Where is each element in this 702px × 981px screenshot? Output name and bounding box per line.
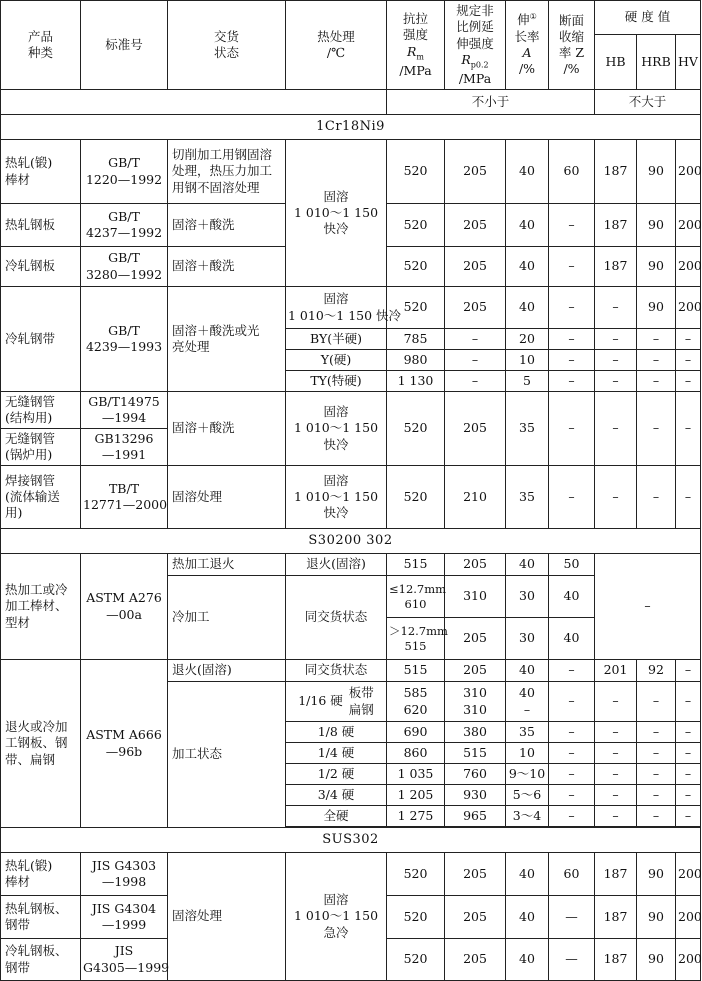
s2-g2-r6-hb: – xyxy=(595,806,637,827)
s2-g2-r4-heat: 1/2 硬 xyxy=(286,764,387,785)
s1-r2-delivery: 固溶＋酸洗 xyxy=(168,204,286,247)
header-not-more: 不大于 xyxy=(595,90,701,115)
elongation-line2: 长率 xyxy=(514,28,540,44)
s1-r4c-rp: – xyxy=(445,350,506,371)
s2-g1-r2-rm-cond: ≤12.7mm xyxy=(389,581,447,596)
s3-r3-product: 冷轧钢板、 钢带 xyxy=(1,939,81,981)
s1-r4a-hv: 200 xyxy=(676,287,701,329)
s3-r1-z: 60 xyxy=(549,853,595,896)
yield-line1: 规定非 xyxy=(456,3,494,19)
yield-symbol: R xyxy=(461,51,471,67)
s1-r2-standard: GB/T 4237—1992 xyxy=(81,204,168,247)
s1-r4d-rm: 1 130 xyxy=(387,371,445,392)
s1-r1-product: 热轧(锻) 棒材 xyxy=(1,140,81,204)
elongation-unit: /% xyxy=(518,61,536,77)
s2-g2-r2-hrb: – xyxy=(637,722,676,743)
s2-g2-r5-heat: 3/4 硬 xyxy=(286,785,387,806)
s2-g2-standard: ASTM A666 —96b xyxy=(81,660,168,828)
section-title-s30200: S30200 302 xyxy=(1,529,701,554)
s1-r4d-hrb: – xyxy=(637,371,676,392)
s3-r1-hb: 187 xyxy=(595,853,637,896)
s3-r2-a: 40 xyxy=(506,896,549,939)
s2-g1-product: 热加工或冷 加工棒材、 型材 xyxy=(1,554,81,660)
s2-g2-r4-hrb: – xyxy=(637,764,676,785)
s2-g1-r3-rp: 205 xyxy=(445,618,506,660)
s2-g2-r1-rm xyxy=(387,682,445,722)
s2-g2-r3-hrb: – xyxy=(637,743,676,764)
s3-r2-rp: 205 xyxy=(445,896,506,939)
s2-g1-r1-a: 40 xyxy=(506,554,549,576)
s1-r4d-z: – xyxy=(549,371,595,392)
s2-g2-r5-hb: – xyxy=(595,785,637,806)
s2-g2-r6-rm: 1 275 xyxy=(387,806,445,827)
s2-g1-r2-rm xyxy=(387,576,445,618)
s1-r6-hv: – xyxy=(676,466,701,529)
header-elongation xyxy=(506,1,549,90)
s1-r5b-product: 无缝钢管 (锅炉用) xyxy=(1,429,81,466)
s1-r3-hb: 187 xyxy=(595,247,637,287)
s1-r1-standard: GB/T 1220—1992 xyxy=(81,140,168,204)
s2-g1-r2-rp: 310 xyxy=(445,576,506,618)
s1-r4-standard: GB/T 4239—1993 xyxy=(81,287,168,392)
s1-r3-hrb: 90 xyxy=(637,247,676,287)
s1-r3-product: 冷轧钢板 xyxy=(1,247,81,287)
s2-g2-r1-hrb: – xyxy=(637,682,676,722)
s1-r4a-z: – xyxy=(549,287,595,329)
s1-r4a-a: 40 xyxy=(506,287,549,329)
s2-g2-r0-hrb: 92 xyxy=(637,660,676,682)
s2-g2-r5-z: – xyxy=(549,785,595,806)
s1-r1-z: 60 xyxy=(549,140,595,204)
s2-g2-r1-rm-1: 585 xyxy=(403,685,428,701)
s2-g2-r6-rp: 965 xyxy=(445,806,506,827)
s2-g2-r2-rp: 380 xyxy=(445,722,506,743)
s1-r5a-product: 无缝钢管 (结构用) xyxy=(1,392,81,429)
s1-r6-a: 35 xyxy=(506,466,549,529)
elongation-symbol: A xyxy=(522,45,532,61)
s2-g2-r1-rp-1: 310 xyxy=(463,685,487,701)
s2-g2-r4-rm: 1 035 xyxy=(387,764,445,785)
s2-g2-product: 退火或冷加 工钢板、钢 带、扁钢 xyxy=(1,660,81,828)
s1-r1-hb: 187 xyxy=(595,140,637,204)
s3-r3-a: 40 xyxy=(506,939,549,981)
s1-r4c-hrb: – xyxy=(637,350,676,371)
yield-subscript: p0.2 xyxy=(470,60,489,70)
s2-g1-r3-rm xyxy=(387,618,448,660)
s2-g2-r4-rp: 760 xyxy=(445,764,506,785)
s3-r1-standard: JIS G4303 —1998 xyxy=(81,853,168,896)
s1-heat-common: 固溶 1 010～1 150 快冷 xyxy=(286,140,387,287)
s3-r3-hb: 187 xyxy=(595,939,637,981)
s2-g2-r1-option-flat: 扁钢 xyxy=(348,701,374,717)
s1-r5-hb: – xyxy=(595,392,637,466)
s1-r4c-z: – xyxy=(549,350,595,371)
s2-g2-r2-hb: – xyxy=(595,722,637,743)
s1-r3-standard: GB/T 3280—1992 xyxy=(81,247,168,287)
header-delivery: 交货 状态 xyxy=(168,1,286,90)
s3-r3-hv: 200 xyxy=(676,939,701,981)
s3-r2-hv: 200 xyxy=(676,896,701,939)
section-title-sus302: SUS302 xyxy=(1,828,701,853)
s1-r1-a: 40 xyxy=(506,140,549,204)
s2-g2-r0-rp: 205 xyxy=(445,660,506,682)
s2-g2-r3-rp: 515 xyxy=(445,743,506,764)
s1-r5-rm: 520 xyxy=(387,392,445,466)
header-spacer xyxy=(1,90,387,115)
s2-g1-r2-a: 30 xyxy=(506,576,549,618)
s1-r1-hv: 200 xyxy=(676,140,701,204)
s1-r5-rp: 205 xyxy=(445,392,506,466)
elongation-footnote: ① xyxy=(529,12,537,22)
s3-r1-hv: 200 xyxy=(676,853,701,896)
s1-r2-rp: 205 xyxy=(445,204,506,247)
s2-g2-r4-a: 9～10 xyxy=(506,764,549,785)
s1-r2-hv: 200 xyxy=(676,204,701,247)
s1-r4b-hrb: – xyxy=(637,329,676,350)
header-not-less: 不小于 xyxy=(387,90,595,115)
s1-r6-heat: 固溶 1 010～1 150 快冷 xyxy=(286,466,387,529)
s2-g2-r1-hb: – xyxy=(595,682,637,722)
header-hardness: 硬 度 值 xyxy=(595,1,701,35)
s3-r3-rm: 520 xyxy=(387,939,445,981)
s1-r6-standard: TB/T 12771—2000 xyxy=(81,466,168,529)
s2-g2-r4-z: – xyxy=(549,764,595,785)
s1-r2-hb: 187 xyxy=(595,204,637,247)
s1-r1-delivery: 切削加工用钢固溶 处理，热压力加工 用钢不固溶处理 xyxy=(168,140,286,204)
s1-r6-product: 焊接钢管 (流体输送 用) xyxy=(1,466,81,529)
s2-g2-r5-rp: 930 xyxy=(445,785,506,806)
s2-g2-r0-hb: 201 xyxy=(595,660,637,682)
s1-r3-delivery: 固溶＋酸洗 xyxy=(168,247,286,287)
s3-r2-product: 热轧钢板、 钢带 xyxy=(1,896,81,939)
s3-r2-standard: JIS G4304 —1999 xyxy=(81,896,168,939)
s3-r2-hb: 187 xyxy=(595,896,637,939)
s2-g1-r2-z: 40 xyxy=(549,576,595,618)
header-hrb: HRB xyxy=(637,35,676,90)
s1-r4c-hb: – xyxy=(595,350,637,371)
yield-line3: 伸强度 xyxy=(456,35,494,51)
tensile-line1: 抗拉 xyxy=(402,11,428,27)
yield-line2: 比例延 xyxy=(456,19,494,35)
header-heat-treatment: 热处理 /℃ xyxy=(286,1,387,90)
s1-r4a-rm: 520 xyxy=(387,287,445,329)
s1-r1-hrb: 90 xyxy=(637,140,676,204)
s3-r1-rm: 520 xyxy=(387,853,445,896)
s1-r6-z: – xyxy=(549,466,595,529)
header-product-type: 产品 种类 xyxy=(1,1,81,90)
s2-g2-r1-a-2: – xyxy=(523,701,531,717)
s3-r3-rp: 205 xyxy=(445,939,506,981)
s2-g1-r3-z: 40 xyxy=(549,618,595,660)
s1-r2-hrb: 90 xyxy=(637,204,676,247)
s2-g1-r3-rm-value: 515 xyxy=(404,638,427,653)
s2-g2-r0-hv: – xyxy=(676,660,701,682)
tensile-line2: 强度 xyxy=(402,27,428,43)
s3-r3-z: — xyxy=(549,939,595,981)
header-standard: 标准号 xyxy=(81,1,168,90)
s2-g2-r0-heat: 同交货状态 xyxy=(286,660,387,682)
s1-r6-hb: – xyxy=(595,466,637,529)
yield-unit: /MPa xyxy=(458,70,492,86)
tensile-symbol: R xyxy=(406,43,417,59)
s2-g2-r1-rp xyxy=(445,682,506,722)
s1-r6-rm: 520 xyxy=(387,466,445,529)
s1-r4c-hv: – xyxy=(676,350,701,371)
s2-g1-r1-z: 50 xyxy=(549,554,595,576)
s1-r4c-a: 10 xyxy=(506,350,549,371)
s2-g1-r1-rp: 205 xyxy=(445,554,506,576)
s1-r4-product: 冷轧钢带 xyxy=(1,287,81,392)
s2-g2-r1-hv: – xyxy=(676,682,701,722)
s3-r1-a: 40 xyxy=(506,853,549,896)
s1-r4b-hv: – xyxy=(676,329,701,350)
s1-r5a-standard: GB/T14975 —1994 xyxy=(81,392,168,429)
s2-g2-r0-rm: 515 xyxy=(387,660,445,682)
s2-g2-r3-rm: 860 xyxy=(387,743,445,764)
s2-g2-r1-z: – xyxy=(549,682,595,722)
s2-g2-r1-rm-2: 620 xyxy=(403,701,428,717)
s2-g1-standard: ASTM A276 —00a xyxy=(81,554,168,660)
s1-r6-delivery: 固溶处理 xyxy=(168,466,286,529)
s1-r2-a: 40 xyxy=(506,204,549,247)
s2-g2-r4-hb: – xyxy=(595,764,637,785)
s2-g1-delivery-1: 热加工退火 xyxy=(168,554,286,576)
s3-r2-hrb: 90 xyxy=(637,896,676,939)
s1-r5-hv: – xyxy=(676,392,701,466)
tensile-unit: /MPa xyxy=(399,62,432,78)
s2-g2-r0-z: – xyxy=(549,660,595,682)
s3-r1-hrb: 90 xyxy=(637,853,676,896)
s2-g2-r2-a: 35 xyxy=(506,722,549,743)
s1-r4b-rp: – xyxy=(445,329,506,350)
s1-r4d-a: 5 xyxy=(506,371,549,392)
s1-r1-rm: 520 xyxy=(387,140,445,204)
s2-g1-heat-2: 同交货状态 xyxy=(286,576,387,660)
s3-r3-standard: JIS G4305—1999 xyxy=(81,939,168,981)
s2-g1-delivery-2: 冷加工 xyxy=(168,576,286,660)
s1-r3-rp: 205 xyxy=(445,247,506,287)
s1-r4a-rp: 205 xyxy=(445,287,506,329)
s1-r2-product: 热轧钢板 xyxy=(1,204,81,247)
s1-r4b-heat: BY(半硬) xyxy=(286,329,387,350)
s1-r3-hv: 200 xyxy=(676,247,701,287)
section-title-1cr18ni9: 1Cr18Ni9 xyxy=(1,115,701,140)
s2-g1-r2-rm-value: 610 xyxy=(404,596,427,611)
s2-g2-r1-option-strip: 板带 xyxy=(348,685,374,701)
s2-g2-r1-a-1: 40 xyxy=(519,685,535,701)
s2-g2-r5-hrb: – xyxy=(637,785,676,806)
s1-r4b-a: 20 xyxy=(506,329,549,350)
s2-g2-r1-rp-2: 310 xyxy=(463,701,487,717)
s1-r4b-rm: 785 xyxy=(387,329,445,350)
s2-g2-r0-delivery: 退火(固溶) xyxy=(168,660,286,682)
s1-r3-rm: 520 xyxy=(387,247,445,287)
s2-g2-r3-hb: – xyxy=(595,743,637,764)
s1-r6-hrb: – xyxy=(637,466,676,529)
s2-g2-r3-hv: – xyxy=(676,743,701,764)
s3-heat: 固溶 1 010～1 150 急冷 xyxy=(286,853,387,981)
s2-g2-r6-hrb: – xyxy=(637,806,676,827)
s2-g2-r6-heat: 全硬 xyxy=(286,806,387,827)
s3-r2-rm: 520 xyxy=(387,896,445,939)
s1-r5b-standard: GB13296 —1991 xyxy=(81,429,168,466)
s1-r5-hrb: – xyxy=(637,392,676,466)
s1-r4b-z: – xyxy=(549,329,595,350)
s3-r3-hrb: 90 xyxy=(637,939,676,981)
s2-g2-r1-hardness-grade: 1/16 硬 xyxy=(298,693,343,709)
s2-g2-r0-a: 40 xyxy=(506,660,549,682)
header-tensile xyxy=(387,1,445,90)
s2-g2-delivery: 加工状态 xyxy=(168,682,286,828)
header-hv: HV xyxy=(676,35,701,90)
s1-r3-z: – xyxy=(549,247,595,287)
s2-g2-r6-hv: – xyxy=(676,806,701,827)
s2-g2-r3-heat: 1/4 硬 xyxy=(286,743,387,764)
s1-r2-z: – xyxy=(549,204,595,247)
s1-r4b-hb: – xyxy=(595,329,637,350)
s2-g2-r5-a: 5～6 xyxy=(506,785,549,806)
s2-g2-r3-a: 10 xyxy=(506,743,549,764)
s2-g2-r1-heat xyxy=(286,682,387,722)
s1-r4-delivery: 固溶＋酸洗或光 亮处理 xyxy=(168,287,286,392)
s2-g2-r4-hv: – xyxy=(676,764,701,785)
s2-g1-hardness: – xyxy=(595,554,701,660)
elongation-line1: 伸 xyxy=(517,12,530,28)
s2-g1-r3-a: 30 xyxy=(506,618,549,660)
s2-g2-r1-a xyxy=(506,682,549,722)
s1-r4a-hrb: 90 xyxy=(637,287,676,329)
s2-g2-r2-hv: – xyxy=(676,722,701,743)
s2-g2-r6-z: – xyxy=(549,806,595,827)
s1-r4d-hv: – xyxy=(676,371,701,392)
s2-g2-r5-hv: – xyxy=(676,785,701,806)
s2-g2-r6-a: 3～4 xyxy=(506,806,549,827)
s1-r4a-heat: 固溶 1 010～1 150 快冷 xyxy=(286,287,387,329)
header-yield xyxy=(445,1,506,90)
s1-r5-a: 35 xyxy=(506,392,549,466)
s1-r6-rp: 210 xyxy=(445,466,506,529)
s1-r2-rm: 520 xyxy=(387,204,445,247)
s1-r3-a: 40 xyxy=(506,247,549,287)
s1-r1-rp: 205 xyxy=(445,140,506,204)
s1-r5-delivery: 固溶＋酸洗 xyxy=(168,392,286,466)
s1-r5-z: – xyxy=(549,392,595,466)
s2-g1-heat-1: 退火(固溶) xyxy=(286,554,387,576)
s1-r4a-hb: – xyxy=(595,287,637,329)
s3-r2-z: — xyxy=(549,896,595,939)
header-reduction: 断面 收缩 率 Z /% xyxy=(549,1,595,90)
s1-r4d-hb: – xyxy=(595,371,637,392)
s1-r5-heat: 固溶 1 010～1 150 快冷 xyxy=(286,392,387,466)
s1-r4d-rp: – xyxy=(445,371,506,392)
s3-r1-rp: 205 xyxy=(445,853,506,896)
s2-g2-r2-heat: 1/8 硬 xyxy=(286,722,387,743)
header-hb: HB xyxy=(595,35,637,90)
s3-r1-product: 热轧(锻) 棒材 xyxy=(1,853,81,896)
s3-delivery: 固溶处理 xyxy=(168,853,286,981)
tensile-subscript: m xyxy=(416,52,424,62)
s2-g2-r2-z: – xyxy=(549,722,595,743)
s2-g1-r1-rm: 515 xyxy=(387,554,445,576)
s2-g1-r3-rm-cond: ＞12.7mm xyxy=(389,623,448,638)
s2-g2-r2-rm: 690 xyxy=(387,722,445,743)
s2-g2-r3-z: – xyxy=(549,743,595,764)
s2-g2-r5-rm: 1 205 xyxy=(387,785,445,806)
s1-r4c-rm: 980 xyxy=(387,350,445,371)
s1-r4c-heat: Y(硬) xyxy=(286,350,387,371)
s1-r4d-heat: TY(特硬) xyxy=(286,371,387,392)
